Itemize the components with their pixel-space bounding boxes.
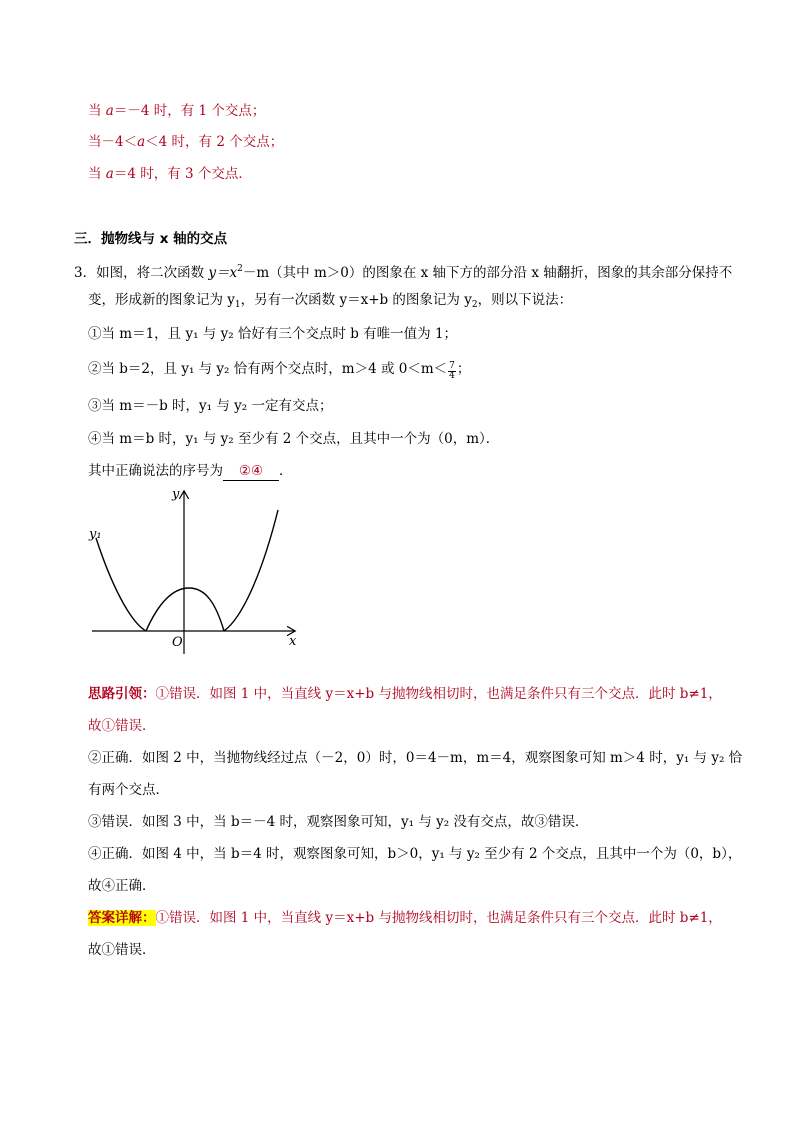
option-3: ③当 m＝－b 时，y₁ 与 y₂ 一定有交点；	[88, 398, 333, 414]
solution-line-1: 答案详解：①错误．如图 1 中，当直线 y＝x+b 与抛物线相切时，也满足条件只有三个交点．此时 b≠1，	[88, 910, 722, 926]
problem-stem-line-2: 变，形成新的图象记为 $y_1$，另有一次函数 y＝x+b 的图象记为 $y_2$，则以下说法：	[88, 292, 573, 310]
option-2: ②当 b＝2，且 y₁ 与 y₂ 恰有两个交点时，m＞4 或 0＜m＜ $\frac{7}{4}$ ；	[88, 361, 471, 381]
hint-para-2-line-2: 有两个交点．	[88, 782, 169, 798]
hint-para-4-line-1: ④正确．如图 4 中，当 b＝4 时，观察图象可知，b＞0，y₁ 与 y₂ 至少有 2 个交点，且其中一个为（0，b），	[88, 846, 742, 862]
answer-blank: ②④	[223, 462, 279, 481]
option-4: ④当 m＝b 时，y₁ 与 y₂ 至少有 2 个交点，且其中一个为（0，m）．	[88, 431, 500, 447]
hint-para-3: ③错误．如图 3 中，当 b＝－4 时，观察图象可知，y₁ 与 y₂ 没有交点，故③错误．	[88, 814, 589, 830]
hint-para-4-line-2: 故④正确．	[88, 878, 156, 894]
section-title: 三．抛物线与 x 轴的交点	[74, 231, 228, 247]
curve-right-branch	[224, 510, 278, 631]
y-axis-label: y	[172, 487, 180, 502]
solution-line-2: 故①错误．	[88, 942, 156, 958]
curve-middle-arch	[146, 588, 224, 631]
x-axis-label: x	[289, 634, 297, 649]
prev-answer-line-1: 当 a＝－4 时，有 1 个交点；	[88, 103, 266, 119]
fraction-seven-fourths: $\frac{7}{4}$	[449, 361, 455, 381]
prev-answer-line-2: 当－4＜a＜4 时，有 2 个交点；	[88, 134, 284, 150]
option-1: ①当 m＝1，且 y₁ 与 y₂ 恰好有三个交点时 b 有唯一值为 1；	[88, 326, 458, 342]
function-graph	[86, 484, 306, 654]
hint-label: 思路引领：	[88, 686, 156, 702]
origin-label: O	[172, 635, 183, 650]
hint-para-1-line-1: 思路引领：①错误．如图 1 中，当直线 y＝x+b 与抛物线相切时，也满足条件只有三个交点．此时 b≠1，	[88, 686, 722, 702]
hint-para-1-line-2: 故①错误．	[88, 718, 156, 734]
prev-answer-line-3: 当 a＝4 时，有 3 个交点．	[88, 166, 252, 182]
solution-label: 答案详解：	[88, 910, 156, 926]
hint-para-2-line-1: ②正确．如图 2 中，当抛物线经过点（－2，0）时，0＝4－m，m＝4，观察图象可知 m＞4 时，y₁ 与 y₂ 恰	[88, 750, 743, 766]
question-line: 其中正确说法的序号为 ②④ ．	[88, 463, 293, 479]
curve-label-y1: y₁	[89, 527, 102, 542]
curve-left-branch	[96, 538, 146, 631]
problem-stem-line-1: 3．如图，将二次函数 $y=x^2-m$（其中 m＞0）的图象在 x 轴下方的部分沿 x 轴翻折，图象的其余部分保持不	[74, 264, 733, 281]
